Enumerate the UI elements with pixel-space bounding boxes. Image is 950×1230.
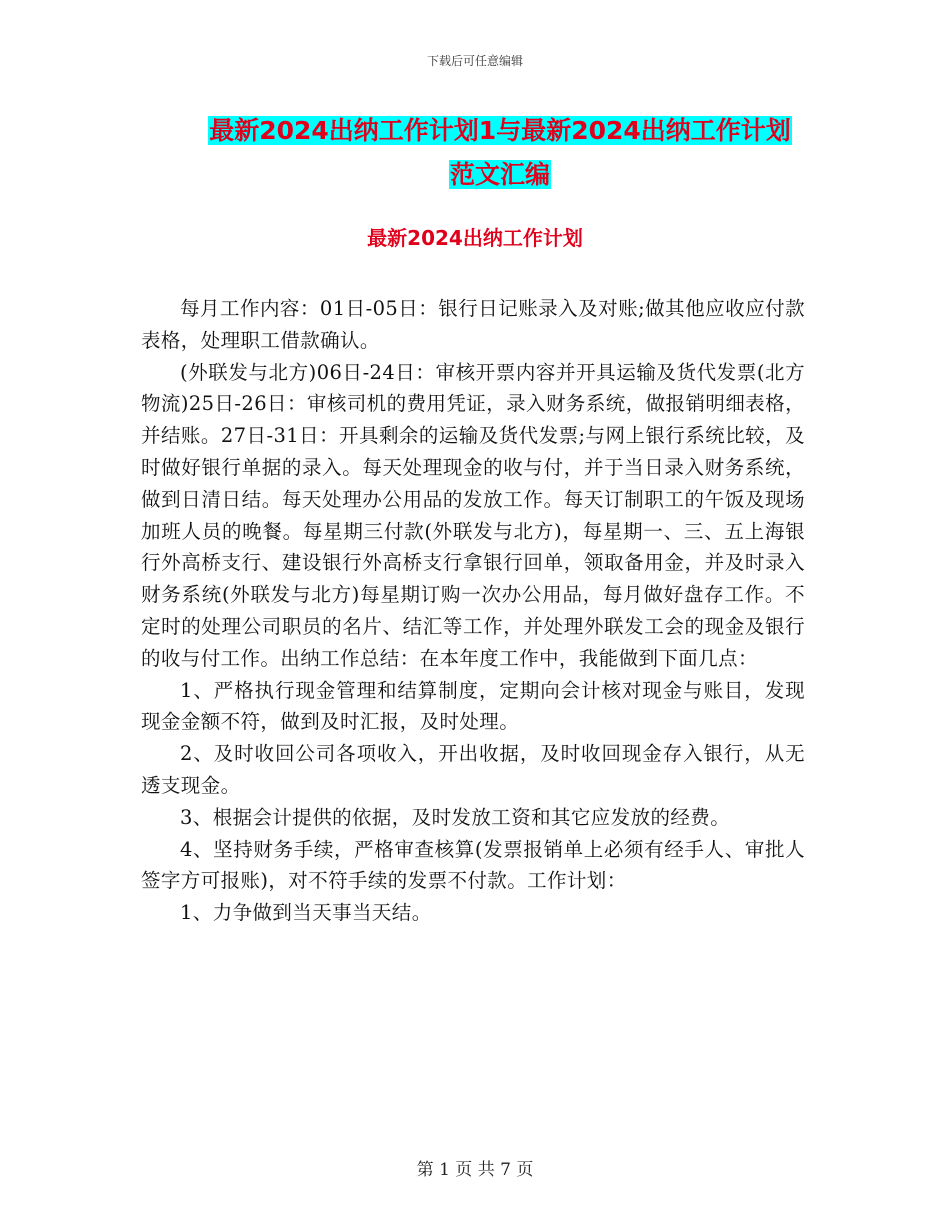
paragraph: 2、及时收回公司各项收入，开出收据，及时收回现金存入银行，从无透支现金。 <box>141 742 805 797</box>
paragraph: 每月工作内容：01日-05日：银行日记账录入及对账;做其他应收应付款表格，处理职工借款确认。 <box>141 297 805 352</box>
paragraph: (外联发与北方)06日-24日：审核开票内容并开具运输及货代发票(北方物流)25日-26日：审核司机的费用凭证，录入财务系统，做报销明细表格，并结账。27日-31日：开具剩余的运输及货代发票;与网上银行系统比较，及时做好银行单据的录入。每天处理现金的收与付，并于当日录入财务系统，做到日清日结。每天处理办公用品的发放工作。每天订制职工的午饭及现场加班人员的晚餐。每星期三付款(外联发与北方)，每星期一、三、五上海银行外高桥支行、建设银行外高桥支行拿银行回单，领取备用金，并及时录入财务系统(外联发与北方)每星期订购一次办公用品，每月做好盘存工作。不定时的处理公司职员的名片、结汇等工作，并处理外联发工会的现金及银行的收与付工作。出纳工作总结：在本年度工作中，我能做到下面几点： <box>141 360 805 670</box>
section-title: 最新2024出纳工作计划 <box>367 226 583 250</box>
paragraph: 1、力争做到当天事当天结。 <box>180 901 432 925</box>
page-footer: 第 1 页 共 7 页 <box>416 1160 534 1180</box>
document-title-line-1: 最新2024出纳工作计划1与最新2024出纳工作计划 <box>209 116 791 145</box>
paragraph: 4、坚持财务手续，严格审查核算(发票报销单上必须有经手人、审批人签字方可报账)，对不符手续的发票不付款。工作计划： <box>141 837 805 893</box>
document-body <box>141 293 805 929</box>
paragraph: 3、根据会计提供的依据，及时发放工资和其它应发放的经费。 <box>180 805 731 829</box>
document-title-line-2: 范文汇编 <box>449 160 550 189</box>
header-note: 下载后可任意编辑 <box>426 54 523 68</box>
document-title <box>140 109 860 197</box>
paragraph: 1、严格执行现金管理和结算制度，定期向会计核对现金与账目，发现现金金额不符，做到及时汇报，及时处理。 <box>141 678 805 734</box>
